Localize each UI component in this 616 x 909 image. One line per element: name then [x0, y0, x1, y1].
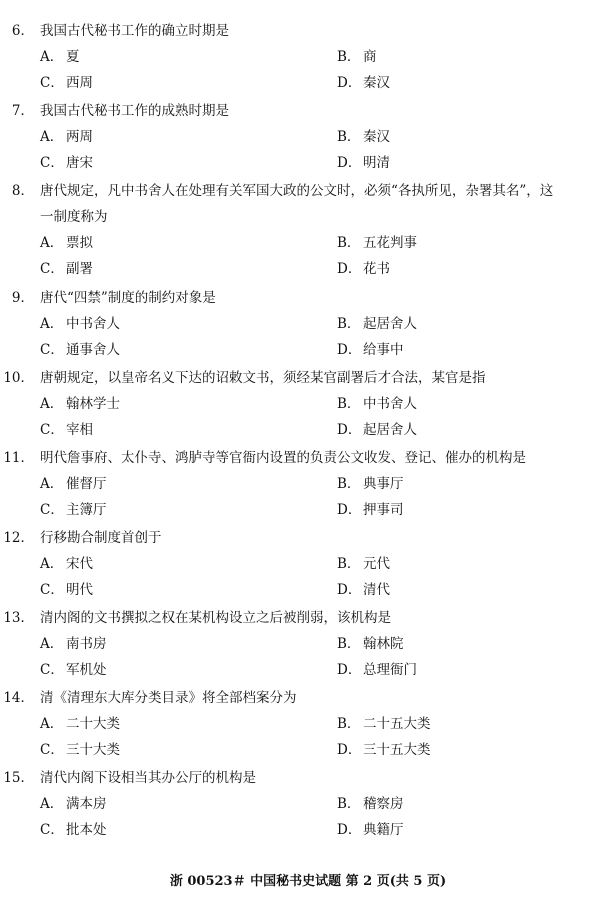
question-number: 10．	[3, 370, 34, 386]
question-text: 清《清理东大库分类目录》将全部档案分为	[40, 690, 297, 706]
question-text: 清内阁的文书撰拟之权在某机构设立之后被削弱，该机构是	[40, 610, 391, 626]
option-letter: C．	[40, 155, 64, 171]
option-b	[337, 44, 377, 70]
option-letter: C．	[40, 261, 64, 277]
option-b	[337, 391, 417, 417]
option-text: 通事舍人	[66, 342, 120, 358]
option-letter: D．	[337, 155, 362, 171]
option-d	[337, 657, 417, 683]
question-text: 清代内阁下设相当其办公厅的机构是	[40, 770, 256, 786]
option-letter: D．	[337, 502, 362, 518]
question-number: 14．	[3, 690, 34, 706]
option-text: 典事厅	[363, 476, 404, 492]
option-text: 商	[363, 49, 377, 65]
option-a	[40, 230, 93, 256]
option-letter: C．	[40, 582, 64, 598]
option-letter: A．	[40, 556, 64, 572]
option-text: 给事中	[363, 342, 404, 358]
option-a	[40, 124, 93, 150]
option-c	[40, 737, 120, 763]
option-text: 总理衙门	[363, 662, 417, 678]
option-c	[40, 256, 93, 282]
option-letter: D．	[337, 742, 362, 758]
option-d	[337, 817, 404, 843]
option-d	[337, 737, 431, 763]
option-letter: C．	[40, 502, 64, 518]
option-d	[337, 497, 404, 523]
option-text: 起居舍人	[363, 316, 417, 332]
option-b	[337, 230, 417, 256]
option-text: 秦汉	[363, 129, 390, 145]
option-text: 中书舍人	[363, 396, 417, 412]
option-letter: A．	[40, 235, 64, 251]
option-letter: A．	[40, 476, 64, 492]
option-text: 元代	[363, 556, 390, 572]
option-text: 二十大类	[66, 716, 120, 732]
question-number: 15．	[3, 770, 34, 786]
option-b	[337, 631, 404, 657]
option-letter: A．	[40, 129, 64, 145]
question-text: 唐代“四禁”制度的制约对象是	[40, 290, 216, 306]
option-b	[337, 311, 417, 337]
option-letter: A．	[40, 636, 64, 652]
option-c	[40, 70, 93, 96]
option-a	[40, 791, 107, 817]
option-text: 两周	[66, 129, 93, 145]
option-text: 押事司	[363, 502, 404, 518]
option-text: 典籍厅	[363, 822, 404, 838]
option-letter: A．	[40, 316, 64, 332]
option-text: 翰林院	[363, 636, 404, 652]
option-text: 宰相	[66, 422, 93, 438]
option-a	[40, 471, 107, 497]
question-number: 11．	[3, 450, 34, 466]
option-text: 西周	[66, 75, 93, 91]
option-a	[40, 631, 107, 657]
option-letter: B．	[337, 556, 361, 572]
option-text: 票拟	[66, 235, 93, 251]
option-letter: D．	[337, 75, 362, 91]
option-letter: C．	[40, 742, 64, 758]
option-d	[337, 577, 390, 603]
question-text: 唐朝规定，以皇帝名义下达的诏敕文书，须经某官副署后才合法，某官是指	[40, 370, 486, 386]
option-letter: C．	[40, 822, 64, 838]
question-number: 6．	[11, 23, 34, 39]
option-letter: B．	[337, 396, 361, 412]
option-d	[337, 337, 404, 363]
option-b	[337, 551, 390, 577]
option-letter: D．	[337, 822, 362, 838]
option-letter: B．	[337, 235, 361, 251]
option-letter: A．	[40, 796, 64, 812]
option-text: 起居舍人	[363, 422, 417, 438]
option-letter: B．	[337, 636, 361, 652]
page-footer: 浙 00523＃ 中国秘书史试题 第 2 页(共 5 页)	[169, 874, 447, 889]
option-text: 批本处	[66, 822, 107, 838]
question-text: 明代詹事府、太仆寺、鸿胪寺等官衙内设置的负责公文收发、登记、催办的机构是	[40, 450, 526, 466]
option-a	[40, 391, 120, 417]
option-text: 三十五大类	[363, 742, 431, 758]
option-a	[40, 311, 120, 337]
option-text: 中书舍人	[66, 316, 120, 332]
option-text: 明清	[363, 155, 390, 171]
option-text: 翰林学士	[66, 396, 120, 412]
option-text: 五花判事	[363, 235, 417, 251]
option-text: 催督厅	[66, 476, 107, 492]
option-letter: C．	[40, 662, 64, 678]
option-letter: B．	[337, 316, 361, 332]
option-text: 三十大类	[66, 742, 120, 758]
option-c	[40, 817, 107, 843]
option-text: 主簿厅	[66, 502, 107, 518]
option-letter: B．	[337, 129, 361, 145]
option-c	[40, 337, 120, 363]
option-text: 秦汉	[363, 75, 390, 91]
option-b	[337, 124, 390, 150]
option-text: 宋代	[66, 556, 93, 572]
option-text: 南书房	[66, 636, 107, 652]
option-letter: A．	[40, 49, 64, 65]
option-a	[40, 44, 80, 70]
option-letter: B．	[337, 476, 361, 492]
option-letter: D．	[337, 342, 362, 358]
option-text: 军机处	[66, 662, 107, 678]
option-b	[337, 711, 431, 737]
option-letter: D．	[337, 662, 362, 678]
option-letter: C．	[40, 75, 64, 91]
option-text: 清代	[363, 582, 390, 598]
option-letter: A．	[40, 396, 64, 412]
question-number: 9．	[11, 290, 34, 306]
option-c	[40, 150, 93, 176]
question-text-continued: 一制度称为	[40, 209, 108, 225]
option-text: 花书	[363, 261, 390, 277]
option-letter: B．	[337, 49, 361, 65]
option-text: 稽察房	[363, 796, 404, 812]
option-text: 副署	[66, 261, 93, 277]
question-number: 13．	[3, 610, 34, 626]
question-number: 7．	[11, 103, 34, 119]
option-text: 夏	[66, 49, 80, 65]
question-number: 8．	[11, 183, 34, 199]
question-text: 我国古代秘书工作的确立时期是	[40, 23, 229, 39]
option-letter: A．	[40, 716, 64, 732]
option-d	[337, 150, 390, 176]
option-d	[337, 256, 390, 282]
option-letter: D．	[337, 422, 362, 438]
option-b	[337, 791, 404, 817]
option-text: 唐宋	[66, 155, 93, 171]
option-d	[337, 70, 390, 96]
option-letter: C．	[40, 342, 64, 358]
question-text: 行移勘合制度首创于	[40, 530, 162, 546]
option-d	[337, 417, 417, 443]
option-letter: C．	[40, 422, 64, 438]
option-text: 满本房	[66, 796, 107, 812]
option-c	[40, 657, 107, 683]
option-letter: D．	[337, 261, 362, 277]
option-a	[40, 711, 120, 737]
option-c	[40, 577, 93, 603]
option-b	[337, 471, 404, 497]
option-a	[40, 551, 93, 577]
question-number: 12．	[3, 530, 34, 546]
option-c	[40, 497, 107, 523]
option-letter: B．	[337, 796, 361, 812]
option-text: 明代	[66, 582, 93, 598]
option-text: 二十五大类	[363, 716, 431, 732]
option-c	[40, 417, 93, 443]
option-letter: D．	[337, 582, 362, 598]
option-letter: B．	[337, 716, 361, 732]
question-text: 唐代规定，凡中书舍人在处理有关军国大政的公文时，必须“各执所见，杂署其名”，这	[40, 183, 554, 199]
question-text: 我国古代秘书工作的成熟时期是	[40, 103, 229, 119]
